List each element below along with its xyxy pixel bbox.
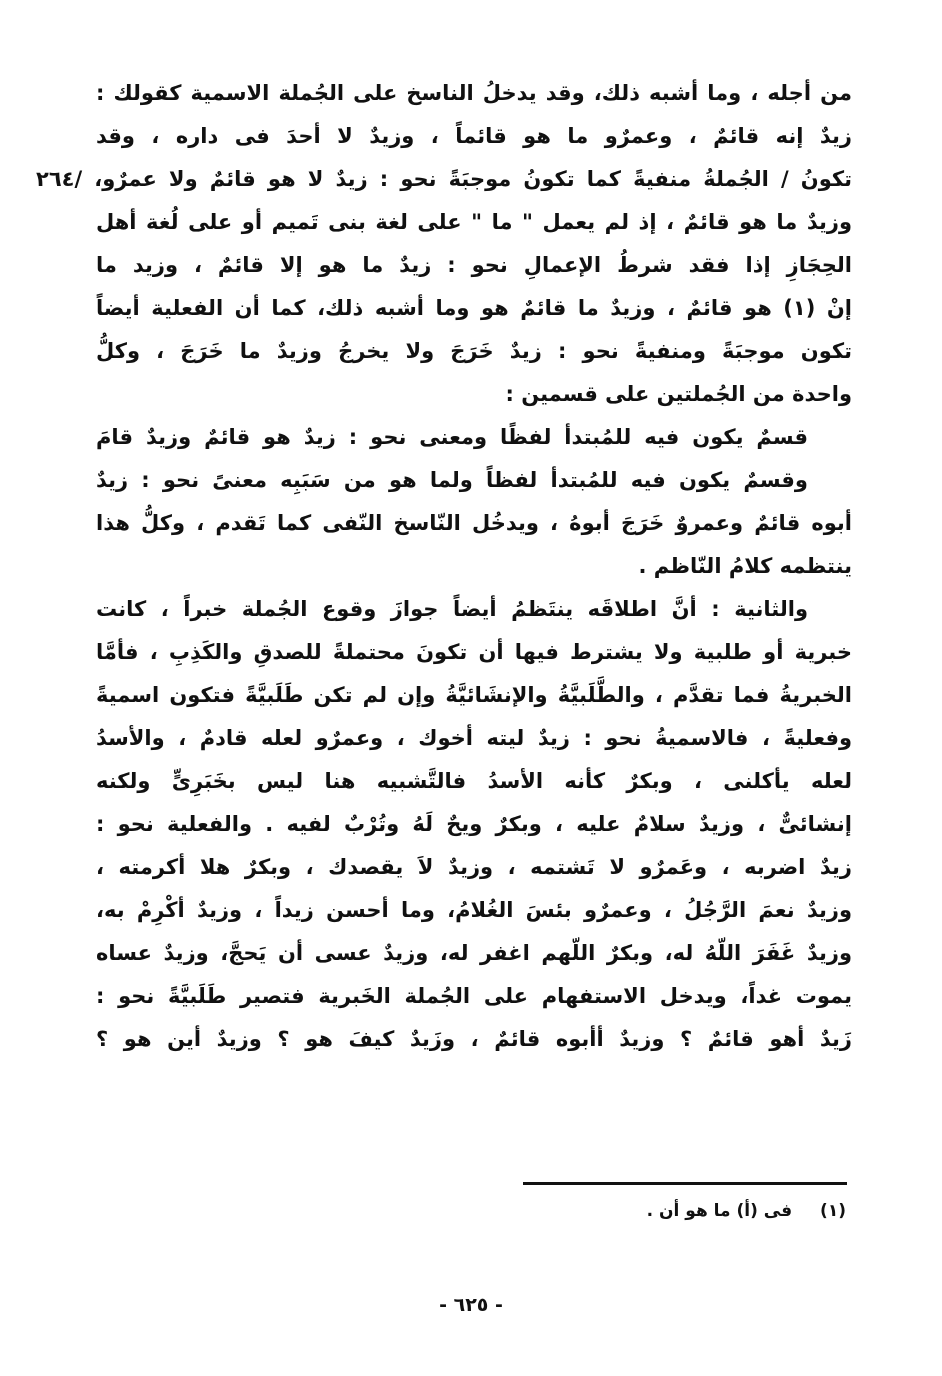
footnote-divider [523, 1182, 847, 1185]
footnote-number: (١) [820, 1201, 846, 1221]
text-line: وزيدٌ نعمَ الرَّجُلُ ، وعمرٌو بئسَ الغُلامُ، وما أحسن زيداً ، وزيدٌ أكْرِمْ به، [96, 898, 852, 922]
text-line: والثانية : أنَّ اطلاقَه ينتَظمُ أيضاً جوازَ وقوع الجُملة خبراً ، كانت [96, 597, 808, 621]
text-line: لعله يأكلنى ، وبكرٌ كأنه الأسدُ فالتَّشبيه هنا ليس بخَبَرِىٍّ ولكنه [96, 769, 852, 793]
footnote-text: فى (أ) ما هو أن . [646, 1201, 793, 1221]
text-line: زَيدٌ أهو قائمٌ ؟ وزيدٌ أأبوه قائمٌ ، وزَيدٌ كيفَ هو ؟ وزيدٌ أين هو ؟ [96, 1027, 852, 1051]
page-number: - ٦٢٥ - [439, 1294, 503, 1316]
text-line: الخبريةُ فما تقدَّم ، والطَّلَبيَّةُ والإنشَائيَّةُ وإن لم تكن طَلَبيَّةً فتكون اسميةً [96, 683, 852, 707]
text-line: واحدة من الجُملتين على قسمين : [505, 382, 852, 406]
text-line: وزيدٌ غَفَرَ اللّهُ له، وبكرٌ اللّهم اغفر له، وزيدٌ عسى أن يَحجَّ، وزيدٌ عساه [96, 941, 852, 965]
text-line: أبوه قائمٌ وعمروٌ خَرَجَ أبوهُ ، ويدخُل النّاسخ النّفى كما تَقدم ، وكلُّ هذا [96, 511, 852, 535]
text-line: وفعليةً ، فالاسميةُ نحو : زيدٌ ليته أخوك ، وعمرٌو لعله قادمٌ ، والأسدُ [96, 726, 852, 750]
text-line: وقسمٌ يكون فيه للمُبتدأ لفظاً ولما هو من سَبَبِه معنىً نحو : زيدٌ [96, 468, 808, 492]
text-line: من أجله ، وما أشبه ذلك، وقد يدخلُ الناسخ على الجُملة الاسمية كقولك : [96, 81, 852, 105]
text-line: زيدٌ اضربه ، وعَمرٌو لا تَشتمه ، وزيدٌ لاَ يقصدك ، وبكرٌ هلا أكرمته ، [96, 855, 852, 879]
text-line: إنشائىٌّ ، وزيدٌ سلامٌ عليه ، وبكرٌ ويحٌ لَهُ وتُرْبٌ لفيه . والفعلية نحو : [96, 812, 852, 836]
text-line: تكون موجبَةً ومنفيةً نحو : زيدٌ خَرَجَ ولا يخرجُ وزيدٌ ما خَرَجَ ، وكلُّ [96, 339, 852, 363]
text-line: تكونُ / الجُملةُ منفيةً كما تكونُ موجبَةً نحو : زيدٌ لا هو قائمٌ ولا عمرٌو، /٢٦٤ [36, 167, 852, 191]
text-line: يموت غداً، ويدخل الاستفهام على الجُملة الخَبرية فتصير طَلَبيَّةً نحو : [96, 984, 852, 1008]
footnote [446, 1196, 846, 1226]
text-line: إنْ (١) هو قائمٌ ، وزيدٌ ما قائمٌ هو وما أشبه ذلك، كما أن الفعلية أيضاً [96, 296, 852, 320]
text-line: الحِجَازِ إذا فقد شرطُ الإعمالِ نحو : زيدٌ ما هو إلا قائمٌ ، وزيد ما [96, 253, 852, 277]
text-line: خبرية أو طلبية ولا يشترط فيها أن تكونَ محتملةً للصدقِ والكَذِبِ ، فأمَّا [96, 640, 852, 664]
text-line: زيدٌ إنه قائمٌ ، وعمرٌو ما هو قائماً ، وزيدٌ لا أحدَ فى داره ، وقد [96, 124, 852, 148]
text-line: قسمٌ يكون فيه للمُبتدأ لفظًا ومعنى نحو : زيدٌ هو قائمٌ وزيدٌ قامَ [96, 425, 808, 449]
text-line: ينتظمه كلامُ النّاظم . [638, 554, 852, 578]
text-line: وزيدٌ ما هو قائمٌ ، إذ لم يعمل " ما " على لغة بنى تَميم أو على لُغة أهل [96, 210, 852, 234]
main-text [36, 72, 852, 1061]
